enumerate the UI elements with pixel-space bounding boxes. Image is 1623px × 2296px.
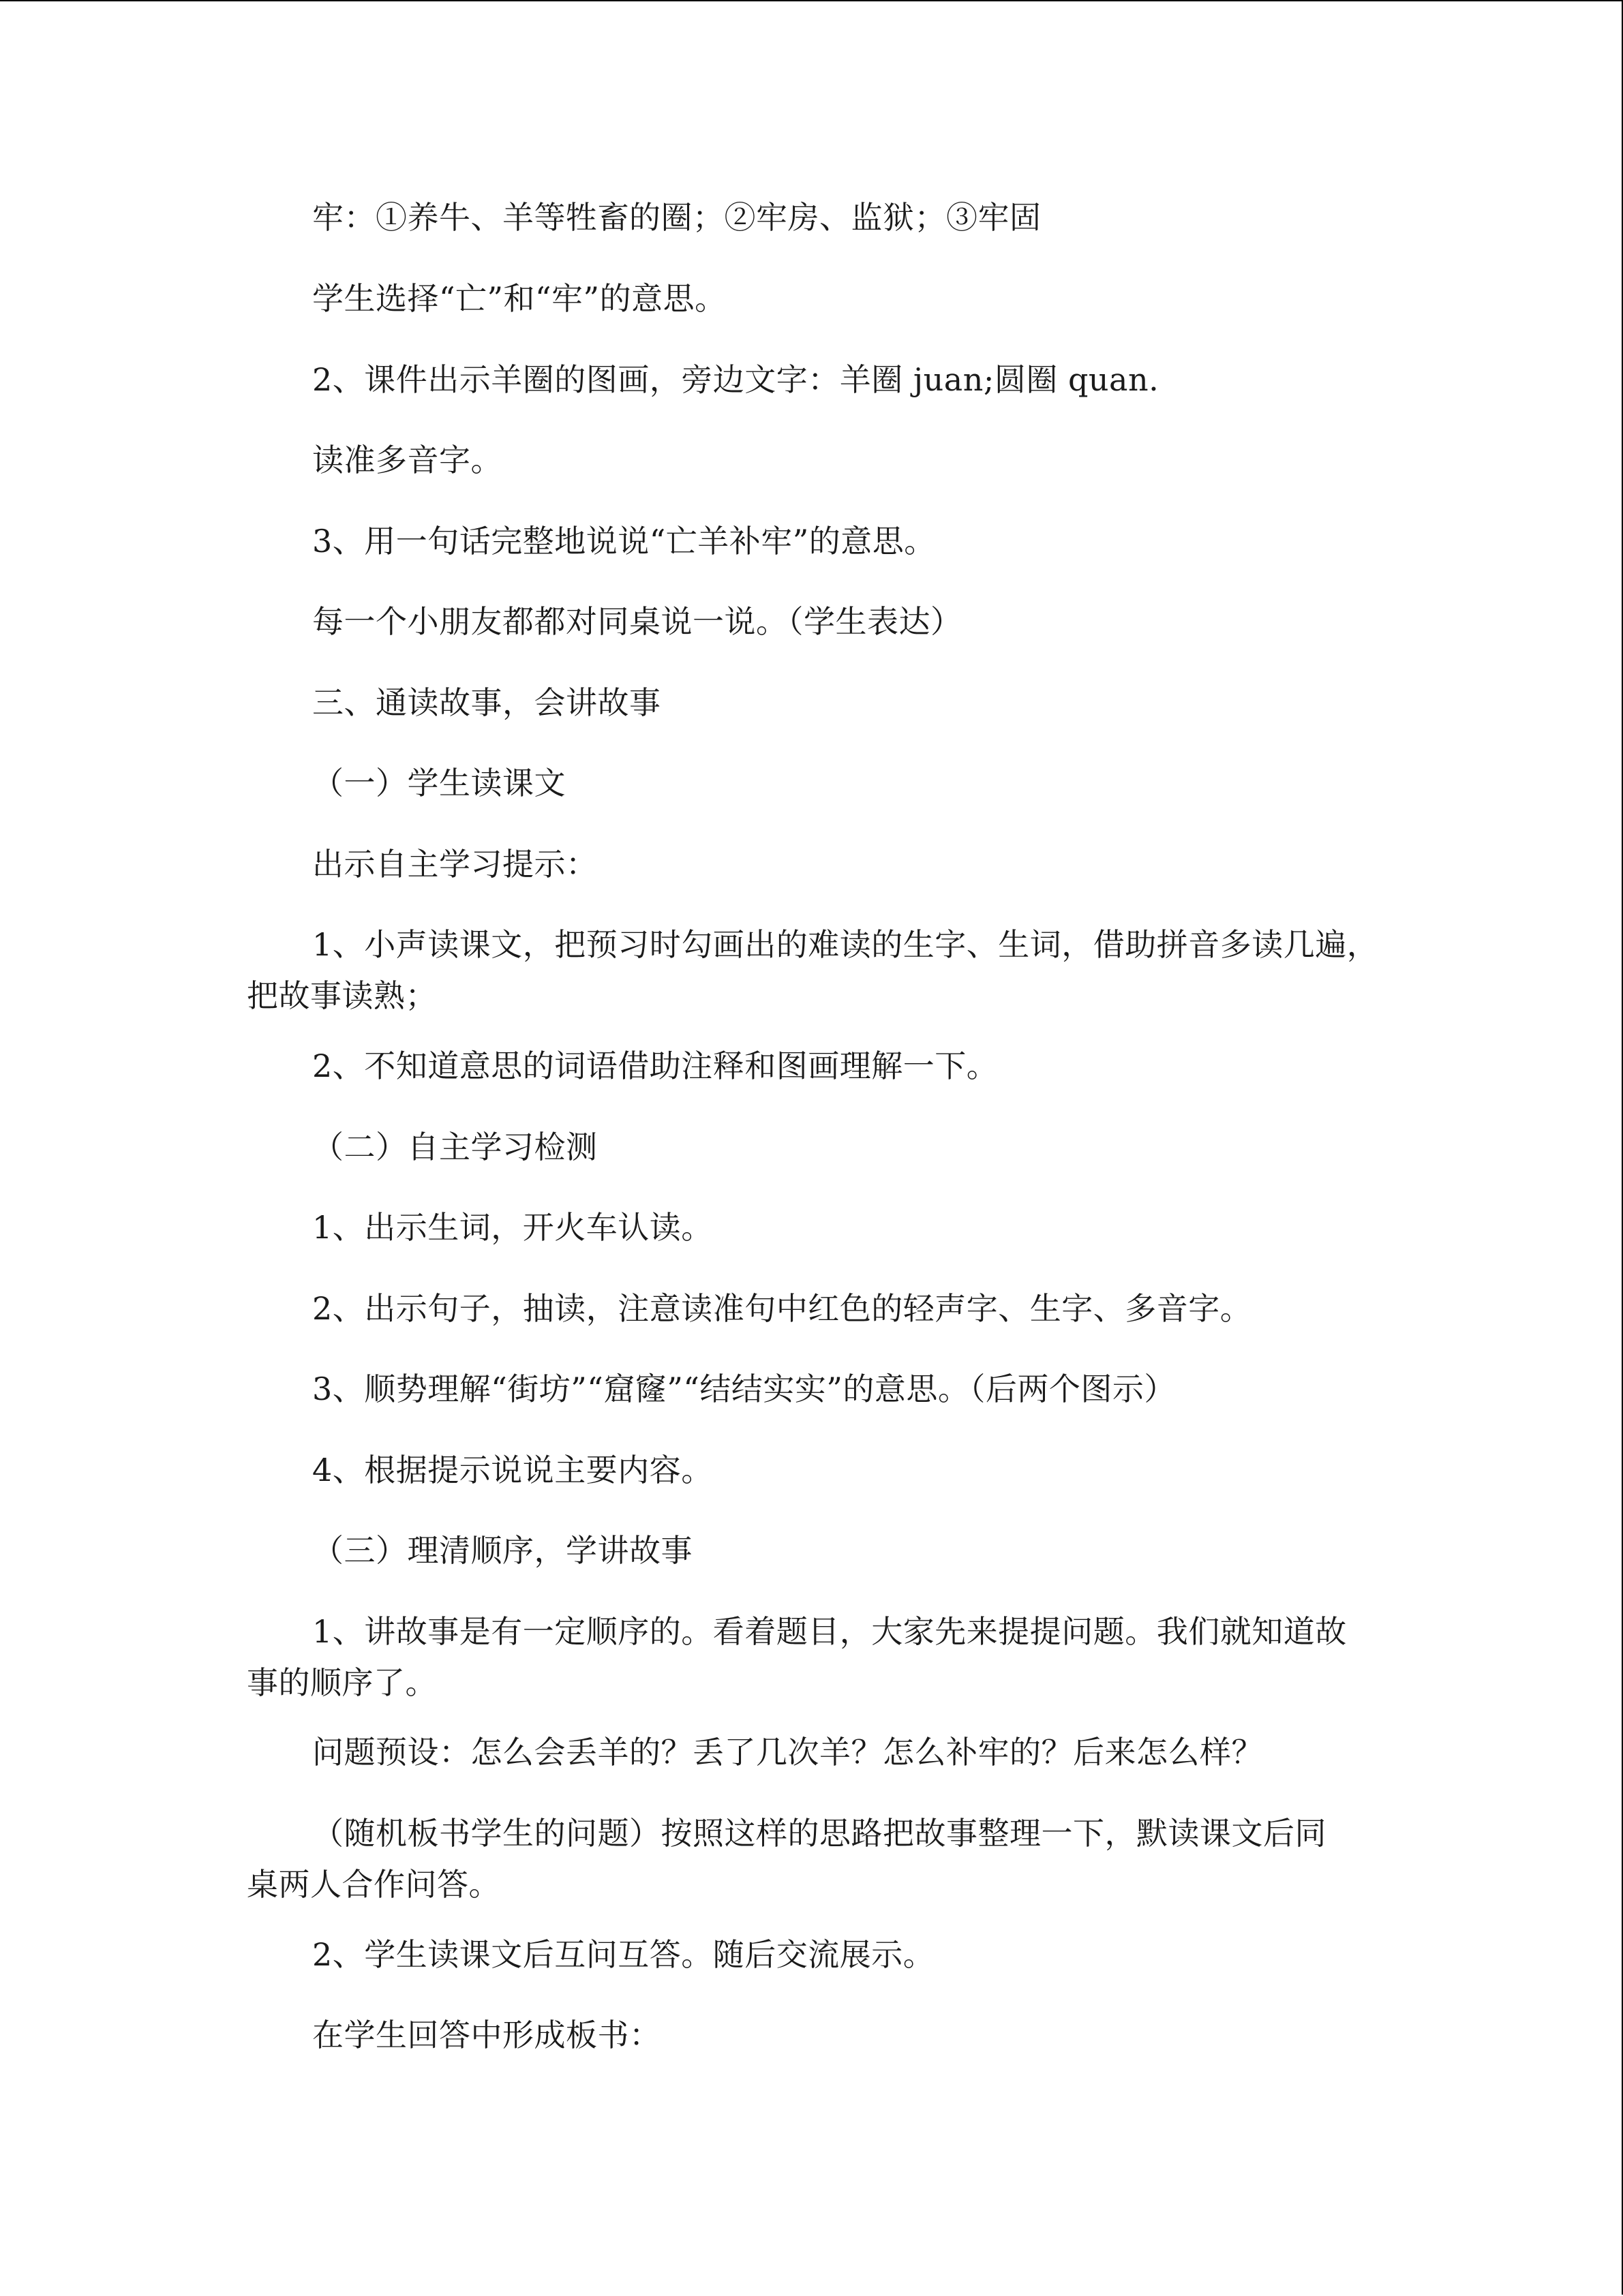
paragraph: 4、根据提示说说主要内容。 bbox=[312, 1452, 713, 1488]
subsection-heading: （三）理清顺序，学讲故事 bbox=[312, 1532, 693, 1569]
subsection-heading: （一）学生读课文 bbox=[312, 765, 566, 801]
paragraph: （随机板书学生的问题）按照这样的思路把故事整理一下，默读课文后同 桌两人合作问答。 bbox=[247, 1815, 1326, 1903]
subsection-heading: （二）自主学习检测 bbox=[312, 1129, 598, 1165]
paragraph: 问题预设：怎么会丢羊的？丢了几次羊？怎么补牢的？后来怎么样？ bbox=[312, 1734, 1263, 1771]
paragraph: 1、小声读课文，把预习时勾画出的难读的生字、生词，借助拼音多读几遍， 把故事读熟； bbox=[247, 926, 1379, 1014]
paragraph: 在学生回答中形成板书： bbox=[312, 2017, 661, 2053]
paragraph: 2、课件出示羊圈的图画，旁边文字：羊圈 juan;圆圈 quan. bbox=[312, 361, 1159, 398]
paragraph: 出示自主学习提示： bbox=[312, 846, 598, 883]
paragraph: 3、顺势理解“街坊”“窟窿”“结结实实”的意思。（后两个图示） bbox=[312, 1371, 1176, 1407]
paragraph: 1、出示生词，开火车认读。 bbox=[312, 1209, 713, 1246]
document-page bbox=[0, 1, 1623, 2296]
paragraph: 牢：①养牛、羊等牲畜的圈；②牢房、监狱；③牢固 bbox=[312, 199, 1042, 236]
paragraph: 读准多音字。 bbox=[312, 442, 502, 478]
paragraph: 2、出示句子，抽读，注意读准句中红色的轻声字、生字、多音字。 bbox=[312, 1290, 1252, 1327]
paragraph: 每一个小朋友都都对同桌说一说。（学生表达） bbox=[312, 603, 962, 640]
paragraph: 学生选择“亡”和“牢”的意思。 bbox=[312, 280, 727, 317]
paragraph: 1、讲故事是有一定顺序的。看着题目，大家先来提提问题。我们就知道故 事的顺序了。 bbox=[247, 1613, 1347, 1701]
paragraph: 3、用一句话完整地说说“亡羊补牢”的意思。 bbox=[312, 523, 936, 560]
section-heading: 三、通读故事，会讲故事 bbox=[312, 684, 661, 721]
paragraph: 2、学生读课文后互问互答。随后交流展示。 bbox=[312, 1936, 935, 1973]
paragraph: 2、不知道意思的词语借助注释和图画理解一下。 bbox=[312, 1047, 999, 1084]
